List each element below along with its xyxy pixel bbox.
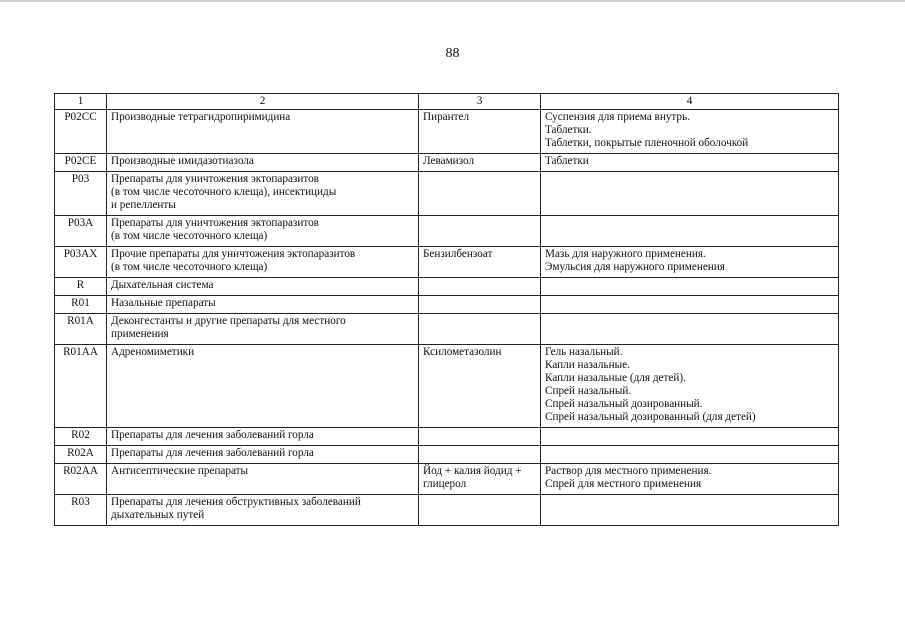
group-line: Дыхательная система — [111, 279, 214, 291]
table-row — [55, 278, 839, 296]
atc-code-cell: R02 — [55, 428, 107, 446]
dosage-forms-cell — [541, 296, 839, 314]
group-line: Производные тетрагидропиримидина — [111, 111, 291, 123]
atc-code-cell: R03 — [55, 495, 107, 526]
atc-code-cell: R01AA — [55, 345, 107, 428]
drug-name-cell — [419, 296, 541, 314]
form-line: Спрей назальный дозированный. — [545, 398, 703, 410]
anatomical-group-cell — [107, 495, 419, 526]
group-line: Препараты для лечения заболеваний горла — [111, 447, 314, 459]
atc-code-cell: P02CE — [55, 154, 107, 172]
drug-name-cell — [419, 314, 541, 345]
atc-code-cell: R01A — [55, 314, 107, 345]
group-line: Препараты для лечения обструктивных заболеваний — [111, 496, 361, 508]
table-row — [55, 154, 839, 172]
drug-line: Ксилометазолин — [423, 346, 502, 358]
column-header-2: 2 — [107, 94, 419, 110]
table-row — [55, 247, 839, 278]
table-row — [55, 446, 839, 464]
anatomical-group-cell — [107, 154, 419, 172]
table-row — [55, 428, 839, 446]
group-line: Производные имидазотиазола — [111, 155, 254, 167]
dosage-forms-cell — [541, 172, 839, 216]
drug-line: Бензилбензоат — [423, 248, 493, 260]
form-line: Таблетки. — [545, 124, 592, 136]
anatomical-group-cell — [107, 247, 419, 278]
dosage-forms-cell — [541, 278, 839, 296]
drug-name-cell — [419, 428, 541, 446]
form-line: Спрей назальный дозированный (для детей) — [545, 411, 756, 423]
drug-line: Пирантел — [423, 111, 470, 123]
anatomical-group-cell — [107, 110, 419, 154]
anatomical-group-cell — [107, 172, 419, 216]
drug-name-cell — [419, 495, 541, 526]
anatomical-group-cell — [107, 296, 419, 314]
column-header-3: 3 — [419, 94, 541, 110]
drug-line: глицерол — [423, 478, 467, 490]
atc-code-cell: P03 — [55, 172, 107, 216]
page-number: 88 — [445, 46, 460, 61]
dosage-forms-cell — [541, 464, 839, 495]
anatomical-group-cell — [107, 345, 419, 428]
form-line: Эмульсия для наружного применения — [545, 261, 725, 273]
anatomical-group-cell — [107, 216, 419, 247]
dosage-forms-cell — [541, 154, 839, 172]
table-row — [55, 345, 839, 428]
atc-code-cell: R02AA — [55, 464, 107, 495]
table-row — [55, 110, 839, 154]
dosage-forms-cell — [541, 247, 839, 278]
dosage-forms-cell — [541, 314, 839, 345]
anatomical-group-cell — [107, 464, 419, 495]
table-row — [55, 172, 839, 216]
group-line: Антисептические препараты — [111, 465, 249, 477]
group-line: и репелленты — [111, 199, 176, 211]
form-line: Капли назальные. — [545, 359, 630, 371]
form-line: Гель назальный. — [545, 346, 623, 358]
group-line: (в том числе чесоточного клеща) — [111, 261, 268, 273]
form-line: Капли назальные (для детей). — [545, 372, 686, 384]
group-line: Деконгестанты и другие препараты для местного — [111, 315, 346, 327]
drug-line: Йод + калия йодид + — [423, 465, 522, 477]
drug-table — [54, 93, 839, 526]
dosage-forms-cell — [541, 446, 839, 464]
group-line: (в том числе чесоточного клеща), инсектициды — [111, 186, 337, 198]
group-line: Препараты для лечения заболеваний горла — [111, 429, 314, 441]
drug-name-cell — [419, 446, 541, 464]
atc-code-cell: P03A — [55, 216, 107, 247]
table-row — [55, 464, 839, 495]
form-line: Спрей для местного применения — [545, 478, 702, 490]
drug-name-cell — [419, 216, 541, 247]
atc-code-cell: R02A — [55, 446, 107, 464]
atc-code-cell: R01 — [55, 296, 107, 314]
dosage-forms-cell — [541, 495, 839, 526]
scan-top-edge — [0, 0, 905, 2]
dosage-forms-cell — [541, 345, 839, 428]
drug-name-cell — [419, 345, 541, 428]
column-header-4: 4 — [541, 94, 839, 110]
table-row — [55, 495, 839, 526]
anatomical-group-cell — [107, 314, 419, 345]
drug-name-cell — [419, 154, 541, 172]
group-line: Прочие препараты для уничтожения эктопаразитов — [111, 248, 356, 260]
drug-name-cell — [419, 464, 541, 495]
group-line: Назальные препараты — [111, 297, 216, 309]
group-line: (в том числе чесоточного клеща) — [111, 230, 268, 242]
form-line: Суспензия для приема внутрь. — [545, 111, 690, 123]
table-row — [55, 216, 839, 247]
table-header-row — [55, 94, 839, 110]
atc-code-cell: P02CC — [55, 110, 107, 154]
table-row — [55, 296, 839, 314]
dosage-forms-cell — [541, 110, 839, 154]
form-line: Спрей назальный. — [545, 385, 632, 397]
column-header-1: 1 — [55, 94, 107, 110]
form-line: Мазь для наружного применения. — [545, 248, 706, 260]
drug-line: Левамизол — [423, 155, 475, 167]
group-line: Препараты для уничтожения эктопаразитов — [111, 173, 319, 185]
form-line: Таблетки — [545, 155, 589, 167]
group-line: Адреномиметики — [111, 346, 195, 358]
dosage-forms-cell — [541, 216, 839, 247]
group-line: применения — [111, 328, 169, 340]
atc-code-cell: P03AX — [55, 247, 107, 278]
table-body — [55, 110, 839, 526]
drug-name-cell — [419, 110, 541, 154]
atc-code-cell: R — [55, 278, 107, 296]
anatomical-group-cell — [107, 446, 419, 464]
table-row — [55, 314, 839, 345]
group-line: дыхательных путей — [111, 509, 205, 521]
drug-name-cell — [419, 172, 541, 216]
form-line: Таблетки, покрытые пленочной оболочкой — [545, 137, 749, 149]
drug-name-cell — [419, 278, 541, 296]
anatomical-group-cell — [107, 278, 419, 296]
anatomical-group-cell — [107, 428, 419, 446]
group-line: Препараты для уничтожения эктопаразитов — [111, 217, 319, 229]
drug-name-cell — [419, 247, 541, 278]
dosage-forms-cell — [541, 428, 839, 446]
form-line: Раствор для местного применения. — [545, 465, 712, 477]
